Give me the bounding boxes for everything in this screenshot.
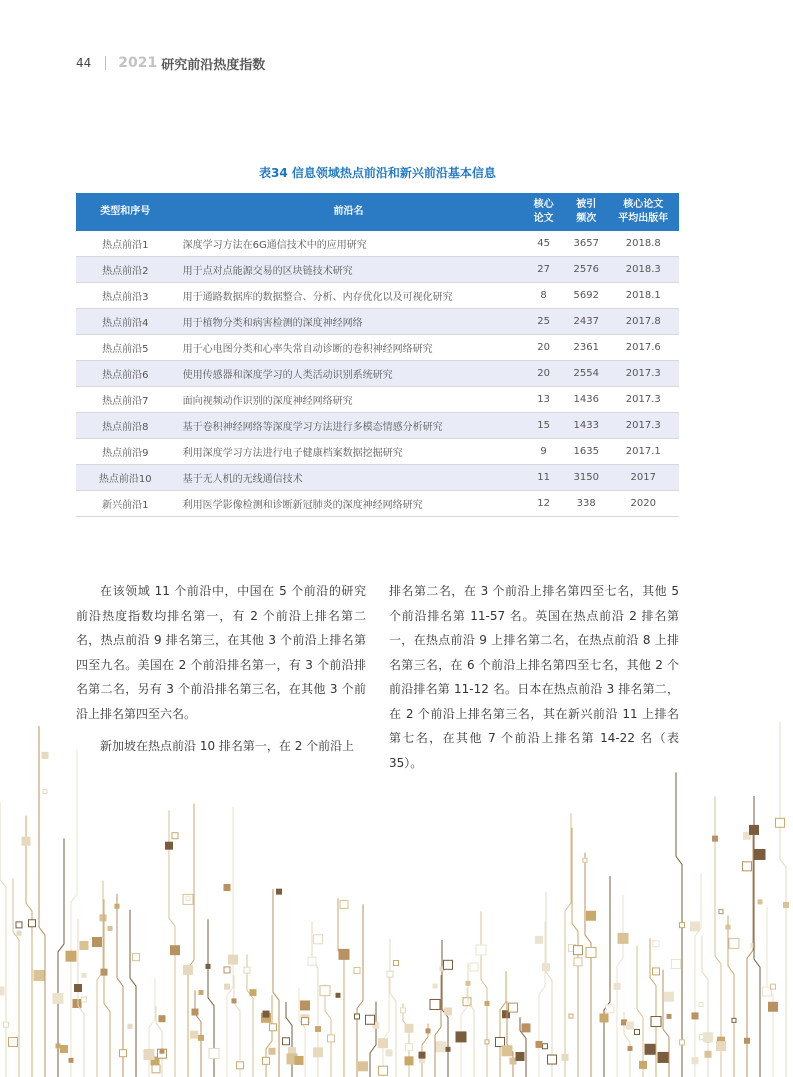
circuit-pad (627, 1022, 634, 1029)
cell-name: 用于点对点能源交易的区块链技术研究 (175, 257, 523, 283)
circuit-trace (539, 922, 545, 1077)
table-row (76, 361, 679, 387)
cell-avg-year: 2017.3 (608, 361, 679, 387)
circuit-trace (39, 726, 45, 1077)
circuit-pad (354, 967, 360, 973)
circuit-pad (270, 1024, 277, 1031)
cell-avg-year: 2017.3 (608, 413, 679, 439)
circuit-pad (152, 1065, 160, 1073)
circuit-pad (263, 1011, 269, 1017)
circuit-trace (435, 975, 441, 1077)
cell-name: 用于心电图分类和心率失常自动诊断的卷积神经网络研究 (175, 335, 523, 361)
circuit-pad (172, 833, 178, 839)
circuit-pad (379, 1039, 388, 1048)
cell-avg-year: 2018.1 (608, 283, 679, 309)
circuit-pad (9, 1037, 18, 1046)
circuit-pad (522, 1024, 530, 1032)
cell-citations: 2437 (565, 309, 608, 335)
circuit-pad (717, 1042, 726, 1051)
circuit-pad (665, 992, 674, 1001)
circuit-pad (144, 1049, 154, 1059)
circuit-pad (206, 964, 210, 968)
cell-type: 热点前沿7 (76, 387, 175, 413)
circuit-pad (93, 938, 102, 947)
circuit-trace (357, 904, 363, 1077)
header-name: 前沿名 (333, 206, 364, 217)
cell-avg-year: 2017.3 (608, 387, 679, 413)
circuit-trace (695, 873, 701, 1077)
circuit-pad (548, 1055, 557, 1064)
circuit-pad (587, 911, 596, 920)
cell-type: 热点前沿1 (76, 231, 175, 257)
table-row (76, 257, 679, 283)
circuit-pad (82, 973, 86, 977)
circuit-trace (780, 722, 786, 1077)
table-header-row (76, 193, 679, 231)
circuit-pad (401, 1008, 406, 1013)
circuit-pad (199, 990, 203, 994)
circuit-pad (4, 1022, 9, 1027)
cell-core-papers: 11 (522, 465, 565, 491)
header-citations-line2: 频次 (576, 213, 597, 224)
circuit-pad (339, 949, 349, 959)
cell-citations: 1635 (565, 439, 608, 465)
frontiers-table (76, 193, 679, 517)
circuit-trace (26, 815, 32, 1077)
header-divider (105, 56, 106, 70)
circuit-pad (386, 1050, 392, 1056)
circuit-pad (622, 1020, 627, 1025)
circuit-pad (366, 1015, 375, 1024)
cell-name: 用于植物分类和病害检测的深度神经网络 (175, 309, 523, 335)
header-avg-year-line2: 平均出版年 (618, 213, 669, 224)
cell-citations: 3150 (565, 465, 608, 491)
circuit-pad (476, 945, 486, 955)
circuit-pad (244, 967, 250, 973)
circuit-trace (227, 807, 233, 1077)
circuit-pad (184, 965, 193, 974)
cell-core-papers: 20 (522, 361, 565, 387)
circuit-pad (0, 987, 4, 995)
cell-type: 热点前沿3 (76, 283, 175, 309)
circuit-pad (66, 951, 76, 961)
circuit-trace (169, 810, 175, 1077)
cell-core-papers: 9 (522, 439, 565, 465)
circuit-trace (585, 853, 591, 1077)
circuit-pad (485, 1001, 489, 1005)
circuit-pad (510, 1058, 516, 1064)
cell-avg-year: 2017.6 (608, 335, 679, 361)
circuit-pad (444, 960, 453, 969)
circuit-trace (383, 977, 389, 1077)
circuit-decoration (0, 690, 793, 1077)
circuit-pad (379, 1066, 388, 1075)
table-caption: 表34 信息领域热点前沿和新兴前沿基本信息 (259, 166, 496, 180)
cell-avg-year: 2018.3 (608, 257, 679, 283)
circuit-pad (115, 904, 119, 908)
circuit-pad (692, 1058, 698, 1064)
circuit-trace (104, 899, 110, 1077)
cell-core-papers: 13 (522, 387, 565, 413)
circuit-pad (614, 983, 620, 989)
table-row (76, 335, 679, 361)
circuit-trace (754, 796, 760, 1077)
cell-avg-year: 2020 (608, 491, 679, 517)
circuit-trace (71, 749, 77, 1077)
table-row (76, 309, 679, 335)
circuit-pad (159, 1016, 165, 1022)
circuit-pad (43, 790, 47, 794)
circuit-trace (0, 802, 6, 1077)
circuit-pad (405, 1057, 413, 1065)
circuit-pad (536, 936, 543, 943)
cell-core-papers: 15 (522, 413, 565, 439)
cell-type: 热点前沿5 (76, 335, 175, 361)
circuit-pad (160, 1049, 164, 1053)
cell-citations: 2554 (565, 361, 608, 387)
header-avg-year (608, 193, 679, 231)
circuit-pad (29, 920, 36, 927)
body-paragraph: 在该领域 11 个前沿中，中国在 5 个前沿的研究前沿热度指数均排名第一，有 2 个前沿上排名第二名，热点前沿 9 排名第三，在其他 3 个前沿上排名第四至九名。美国在 2 个前沿排名第一，有 3 个前沿排名第二名，另有 3 个前沿排名第三名，在其他 3 个前沿上排名第四至六名。 (76, 584, 366, 721)
circuit-pad (229, 955, 238, 964)
circuit-pad (250, 990, 256, 996)
circuit-pad (269, 1048, 275, 1054)
circuit-pad (73, 999, 81, 1007)
cell-name: 用于通路数据库的数据整合、分析、内存优化以及可视化研究 (175, 283, 523, 309)
circuit-pad (209, 1048, 219, 1058)
circuit-pad (406, 1044, 413, 1051)
circuit-pad (784, 902, 789, 907)
cell-type: 热点前沿4 (76, 309, 175, 335)
circuit-pad (387, 971, 393, 977)
circuit-pad (225, 984, 230, 989)
circuit-pad (672, 960, 681, 969)
circuit-pad (543, 964, 550, 971)
circuit-pad (237, 1062, 244, 1069)
table-row (76, 491, 679, 517)
circuit-pad (191, 1031, 198, 1038)
page-header (76, 52, 265, 74)
circuit-trace (13, 878, 19, 1077)
cell-type: 热点前沿8 (76, 413, 175, 439)
circuit-pad (108, 926, 112, 930)
circuit-pad (771, 984, 776, 989)
circuit-trace (481, 911, 487, 1077)
cell-name: 基于卷积神经网络等深度学习方法进行多模态情感分析研究 (175, 413, 523, 439)
cell-type: 热点前沿9 (76, 439, 175, 465)
circuit-pad (277, 889, 282, 894)
circuit-pad (100, 915, 106, 921)
circuit-pad (301, 1001, 310, 1010)
header-citations (565, 193, 608, 231)
circuit-pad (755, 849, 765, 859)
body-paragraph: 排名第二名，在 3 个前沿上排名第四至七名，其他 5 个前沿排名第 11-57 名。英国在热点前沿 2 排名第一，在热点前沿 9 上排名第二名，在热点前沿 8 上排名第三名，在 6 个前沿上排名第四至七名，其他 2 个前沿排名第 11-12 名。日本在热点前沿 3 排名第二，在 2 个前沿上排名第三名，其在新兴前沿 11 上排名第七名，在其他 7 个前沿上排名第 14-22 名（表 35）。 (389, 584, 679, 770)
circuit-pad (320, 986, 330, 996)
circuit-pad (101, 969, 107, 975)
cell-name: 基于无人机的无线通信技术 (175, 465, 523, 491)
cell-type: 热点前沿10 (76, 465, 175, 491)
circuit-trace (604, 876, 610, 1077)
circuit-pad (743, 862, 752, 871)
circuit-pad (543, 1044, 548, 1049)
circuit-pad (600, 1014, 608, 1022)
circuit-pad (569, 1014, 573, 1018)
circuit-pad (496, 1038, 505, 1047)
circuit-pad (446, 1047, 450, 1051)
circuit-pad (56, 1044, 60, 1048)
cell-core-papers: 8 (522, 283, 565, 309)
circuit-pad (732, 1018, 736, 1022)
circuit-pad (618, 933, 628, 943)
circuit-pad (34, 971, 44, 981)
cell-core-papers: 27 (522, 257, 565, 283)
circuit-pad (758, 900, 762, 904)
cell-citations: 3657 (565, 231, 608, 257)
circuit-pad (645, 1044, 655, 1054)
circuit-pad (80, 941, 88, 949)
circuit-pad (192, 1009, 198, 1015)
cell-name: 利用医学影像检测和诊断新冠肺炎的深度神经网络研究 (175, 491, 523, 517)
circuit-pad (61, 1046, 68, 1053)
circuit-trace (468, 963, 474, 1077)
circuit-pad (359, 1062, 368, 1071)
circuit-pad (340, 901, 348, 909)
circuit-pad (263, 1057, 270, 1064)
circuit-pad (405, 1024, 413, 1032)
cell-core-papers: 12 (522, 491, 565, 517)
circuit-pad (314, 935, 323, 944)
table-row (76, 465, 679, 491)
cell-avg-year: 2018.8 (608, 231, 679, 257)
circuit-pad (302, 1018, 309, 1025)
table-row (76, 439, 679, 465)
circuit-pad (606, 1005, 614, 1013)
circuit-pad (166, 842, 173, 849)
cell-core-papers: 25 (522, 309, 565, 335)
circuit-pad (355, 1014, 360, 1019)
circuit-pad (17, 931, 21, 935)
circuit-pad (283, 1038, 290, 1045)
circuit-pad (426, 1029, 430, 1033)
page-number: 44 (76, 56, 92, 70)
circuit-pad (224, 884, 230, 890)
table-row (76, 387, 679, 413)
header-core-papers-line2: 论文 (533, 213, 554, 224)
circuit-pad (436, 1042, 446, 1052)
circuit-pad (224, 967, 230, 973)
circuit-pad (16, 922, 22, 928)
circuit-trace (58, 838, 64, 1077)
circuit-pad (42, 752, 48, 758)
cell-citations: 1433 (565, 413, 608, 439)
circuit-trace (637, 946, 643, 1077)
circuit-pad (729, 938, 739, 948)
circuit-pad (667, 1014, 671, 1018)
circuit-pad (445, 1008, 452, 1015)
circuit-pad (653, 941, 659, 947)
circuit-pad (470, 963, 478, 971)
circuit-pad (394, 960, 399, 965)
circuit-pad (466, 981, 470, 985)
header-year: 2021 (118, 55, 158, 71)
cell-type: 新兴前沿1 (76, 491, 175, 517)
circuit-pad (745, 1038, 750, 1043)
header-title: 研究前沿热度指数 (161, 57, 266, 73)
circuit-pad (574, 958, 582, 966)
circuit-pad (704, 1033, 713, 1042)
header-core-papers (522, 193, 565, 231)
cell-name: 深度学习方法在6G通信技术中的应用研究 (175, 231, 523, 257)
circuit-pad (232, 999, 236, 1003)
circuit-pad (82, 997, 87, 1002)
table-row (76, 283, 679, 309)
circuit-pad (316, 1026, 321, 1031)
circuit-pad (22, 837, 30, 845)
circuit-pad (776, 818, 785, 827)
circuit-pad (713, 836, 718, 841)
circuit-pad (769, 1002, 778, 1011)
cell-name: 面向视频动作识别的深度神经网络研究 (175, 387, 523, 413)
cell-core-papers: 45 (522, 231, 565, 257)
circuit-trace (97, 881, 103, 1077)
circuit-trace (370, 1002, 376, 1077)
circuit-trace (130, 910, 136, 1077)
circuit-pad (658, 1052, 668, 1062)
circuit-pad (699, 1003, 703, 1007)
circuit-pad (75, 985, 82, 992)
cell-citations: 2361 (565, 335, 608, 361)
cell-name: 使用传感器和深度学习的人类活动识别系统研究 (175, 361, 523, 387)
circuit-pad (199, 1035, 204, 1040)
header-avg-year-line1: 核心论文 (623, 199, 664, 210)
cell-avg-year: 2017.1 (608, 439, 679, 465)
circuit-pad (328, 1035, 335, 1042)
circuit-pad (133, 954, 140, 961)
circuit-pad (750, 825, 759, 834)
circuit-trace (650, 938, 656, 1077)
cell-citations: 5692 (565, 283, 608, 309)
circuit-pad (653, 968, 660, 975)
header-core-papers-line1: 核心 (533, 199, 554, 210)
circuit-pad (691, 922, 700, 931)
circuit-pad (726, 925, 730, 929)
circuit-pad (562, 1054, 568, 1060)
table-row (76, 231, 679, 257)
circuit-pad (308, 957, 316, 965)
cell-citations: 2576 (565, 257, 608, 283)
circuit-trace (338, 898, 344, 1077)
cell-avg-year: 2017 (608, 465, 679, 491)
circuit-pad (536, 1041, 542, 1047)
circuit-pad (635, 1029, 640, 1034)
circuit-pad (128, 1024, 132, 1028)
circuit-pad (680, 1040, 685, 1045)
circuit-pad (516, 1052, 524, 1060)
cell-type: 热点前沿6 (76, 361, 175, 387)
cell-name: 利用深度学习方法进行电子健康档案数据挖掘研究 (175, 439, 523, 465)
circuit-pad (574, 946, 583, 955)
circuit-pad (509, 1003, 518, 1012)
cell-avg-year: 2017.8 (608, 309, 679, 335)
circuit-pad (171, 946, 180, 955)
circuit-pad (419, 1052, 425, 1058)
circuit-pad (586, 947, 596, 957)
circuit-pad (53, 993, 63, 1003)
circuit-pad (640, 1061, 647, 1068)
circuit-pad (692, 1013, 698, 1019)
circuit-pad (456, 1032, 466, 1042)
circuit-pad (502, 1046, 512, 1056)
circuit-trace (325, 984, 331, 1077)
circuit-pad (314, 1048, 323, 1057)
circuit-pad (336, 993, 340, 997)
circuit-trace (403, 1003, 409, 1077)
circuit-pad (186, 896, 190, 900)
table-row (76, 413, 679, 439)
circuit-pad (295, 1056, 303, 1064)
cell-core-papers: 20 (522, 335, 565, 361)
circuit-pad (705, 1051, 711, 1057)
circuit-pad (485, 1040, 489, 1044)
header-type: 类型和序号 (100, 206, 151, 217)
cell-type: 热点前沿2 (76, 257, 175, 283)
circuit-pad (680, 923, 685, 928)
circuit-pad (628, 1046, 632, 1050)
circuit-pad (583, 858, 587, 862)
circuit-pad (120, 1050, 127, 1057)
circuit-pad (430, 999, 440, 1009)
circuit-pad (719, 910, 723, 914)
cell-citations: 338 (565, 491, 608, 517)
circuit-pad (433, 984, 437, 988)
circuit-pad (651, 1017, 661, 1027)
body-paragraph: 新加坡在热点前沿 10 排名第一，在 2 个前沿上 (100, 739, 355, 753)
circuit-trace (500, 971, 506, 1077)
cell-citations: 1436 (565, 387, 608, 413)
header-citations-line1: 被引 (576, 199, 597, 210)
circuit-pad (69, 1058, 73, 1062)
